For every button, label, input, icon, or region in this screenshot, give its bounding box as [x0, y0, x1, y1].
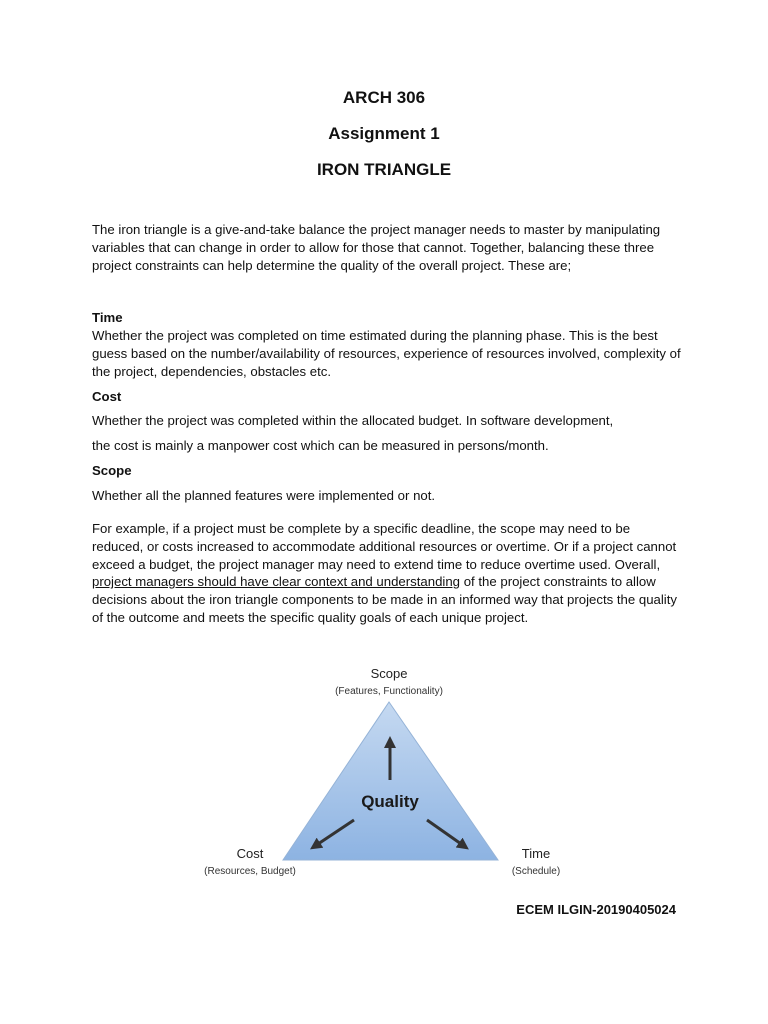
- cost-heading: Cost: [92, 389, 122, 404]
- example-text-after: of the project constraints to allow decisions about the iron triangle components to be made in an informed way that projects the quality of the outcome and meets the specific quality goals of each unique project.: [92, 574, 677, 625]
- scope-sublabel: (Features, Functionality): [335, 686, 443, 697]
- scope-body: Whether all the planned features were implemented or not.: [92, 488, 436, 503]
- assignment-title: Assignment 1: [328, 124, 440, 143]
- triangle-shape: [283, 702, 498, 860]
- time-body: Whether the project was completed on time estimated during the planning phase. This is the best guess based on the number/availability of resources, experience of resources involved, complexity of the project, dependencies, obstacles etc.: [92, 328, 681, 379]
- quality-label: Quality: [361, 792, 419, 811]
- author-signature: ECEM ILGIN-20190405024: [516, 902, 676, 917]
- underlined-phrase: project managers should have clear context and understanding: [92, 574, 461, 590]
- cost-body-line2: the cost is mainly a manpower cost which can be measured in persons/month.: [92, 438, 549, 453]
- topic-title: IRON TRIANGLE: [316, 160, 452, 179]
- scope-heading: Scope: [92, 463, 132, 478]
- cost-label: Cost: [236, 846, 264, 861]
- cost-sublabel: (Resources, Budget): [204, 866, 296, 877]
- course-title: ARCH 306: [342, 88, 426, 107]
- time-label: Time: [521, 846, 551, 861]
- scope-label: Scope: [370, 666, 408, 681]
- example-paragraph: [92, 520, 682, 627]
- time-sublabel: (Schedule): [511, 866, 561, 877]
- intro-paragraph: The iron triangle is a give-and-take balance the project manager needs to master by manipulating variables that can change in order to allow for those that cannot. Together, balancing these three project constraints can help determine the quality of the overall project. These are;: [92, 222, 661, 273]
- cost-body-line1: Whether the project was completed within the allocated budget. In software development,: [92, 413, 614, 428]
- example-text-before: For example, if a project must be complete by a specific deadline, the scope may need to be reduced, or costs increased to accommodate additional resources or overtime. Or if a project cannot exceed a budget, the project manager may need to extend time to reduce overtime used. Overall,: [92, 521, 677, 572]
- time-heading: Time: [92, 310, 123, 325]
- iron-triangle-diagram: [190, 660, 570, 885]
